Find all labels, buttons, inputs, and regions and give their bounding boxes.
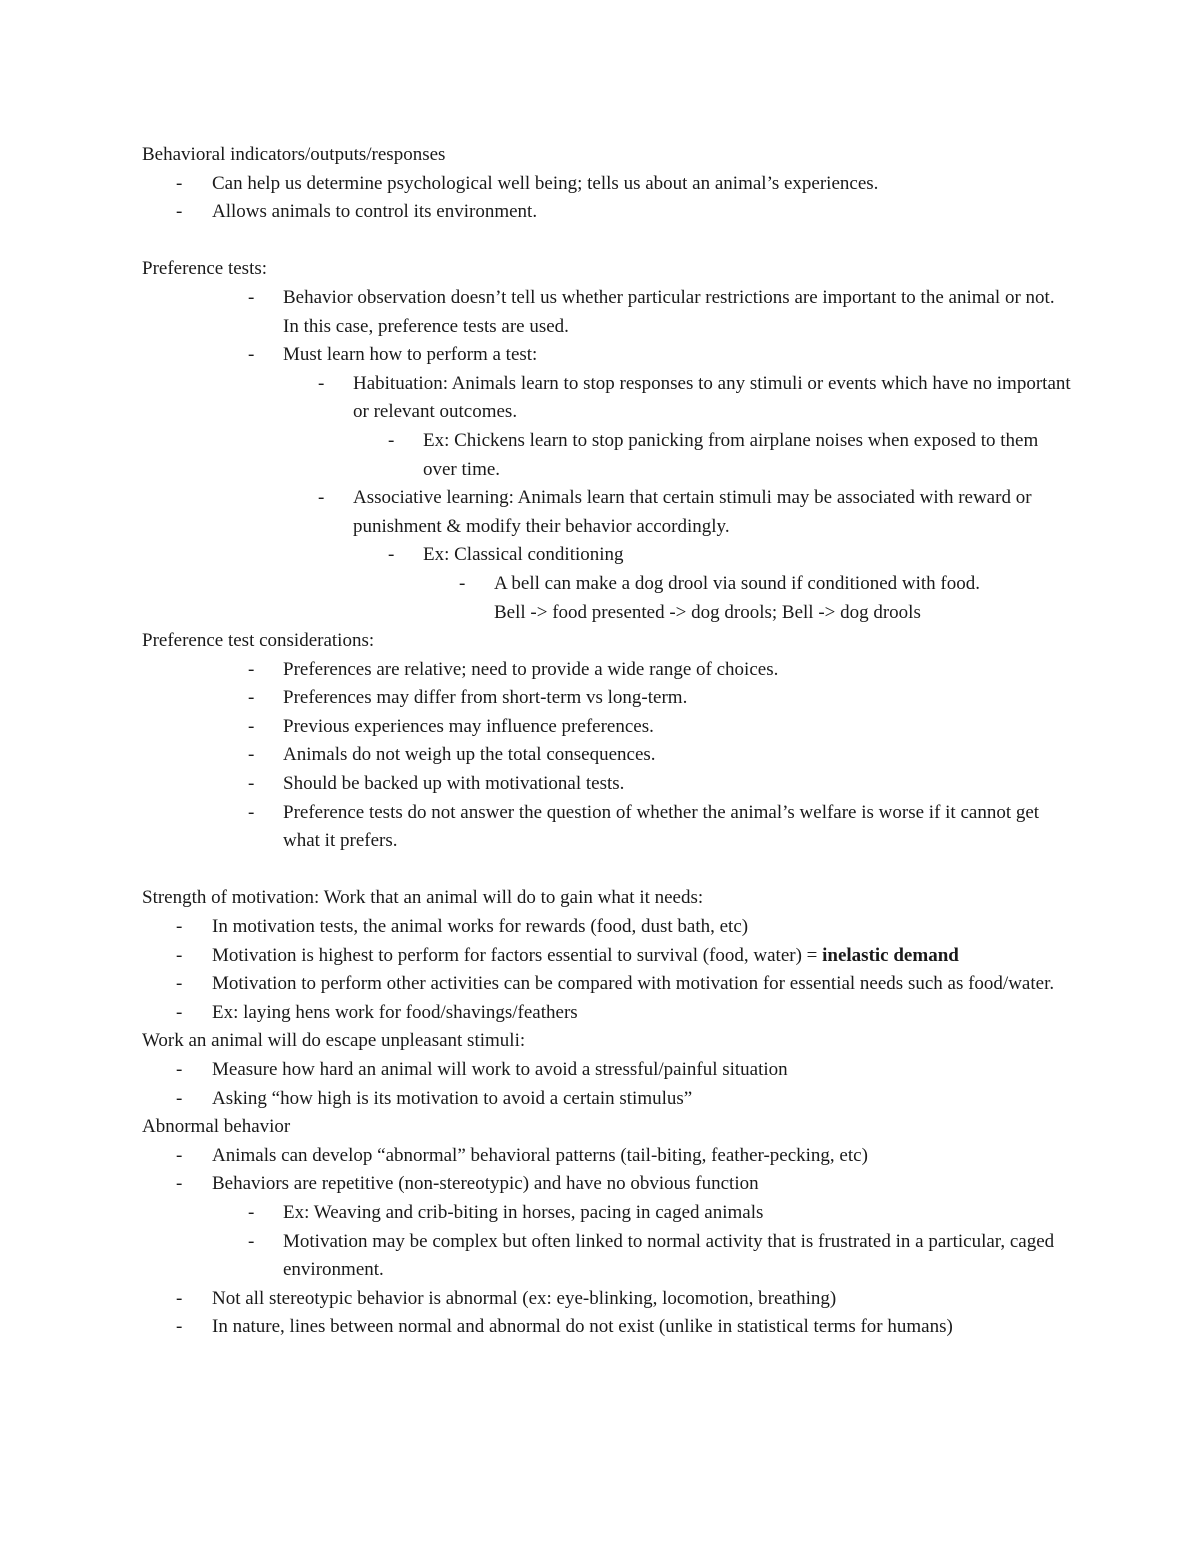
list-item: - Should be backed up with motivational tests. xyxy=(142,770,1072,799)
bullet-dash: - xyxy=(248,687,255,709)
bullet-dash: - xyxy=(248,286,255,308)
list-item-sub: - Ex: Weaving and crib-biting in horses, pacing in caged animals xyxy=(142,1199,1072,1228)
bullet-dash: - xyxy=(248,1230,255,1252)
blank-line xyxy=(142,227,1072,256)
list-item-associative-example: - Ex: Classical conditioning xyxy=(142,541,1072,570)
bullet-dash: - xyxy=(318,487,325,509)
list-item-habituation-example: - Ex: Chickens learn to stop panicking from airplane noises when exposed to them over time. xyxy=(142,427,1072,484)
list-item: - Preferences are relative; need to provide a wide range of choices. xyxy=(142,656,1072,685)
bullet-dash: - xyxy=(176,1316,183,1338)
bullet-dash: - xyxy=(176,201,183,223)
list-item: - Behavior observation doesn’t tell us whether particular restrictions are important to the animal or not. In this case, preference tests are used. xyxy=(142,284,1072,341)
section-heading-behavioral-indicators: Behavioral indicators/outputs/responses xyxy=(142,144,446,165)
bullet-dash: - xyxy=(176,944,183,966)
section-heading-preference-tests: Preference tests: xyxy=(142,258,268,280)
list-item: - Ex: laying hens work for food/shavings/feathers xyxy=(142,999,1072,1028)
list-item: - Measure how hard an animal will work to avoid a stressful/painful situation xyxy=(142,1056,1072,1085)
bullet-dash: - xyxy=(176,916,183,938)
bullet-dash: - xyxy=(176,1001,183,1023)
list-item: - Asking “how high is its motivation to avoid a certain stimulus” xyxy=(142,1085,1072,1114)
bullet-dash: - xyxy=(176,1144,183,1166)
list-item: - Behaviors are repetitive (non-stereotypic) and have no obvious function xyxy=(142,1170,1072,1199)
document-body xyxy=(142,141,1072,1342)
list-item: - In motivation tests, the animal works for rewards (food, dust bath, etc) xyxy=(142,913,1072,942)
bullet-dash: - xyxy=(248,744,255,766)
list-item: - Animals can develop “abnormal” behavioral patterns (tail-biting, feather-pecking, etc) xyxy=(142,1142,1072,1171)
section-heading-strength-of-motivation: Strength of motivation: Work that an animal will do to gain what it needs: xyxy=(142,887,704,909)
list-item: - Allows animals to control its environment. xyxy=(142,198,1072,227)
behavioral-indicators-list xyxy=(142,170,1072,227)
section-heading-escape-unpleasant-stimuli: Work an animal will do escape unpleasant stimuli: xyxy=(142,1030,526,1052)
list-item: - Preferences may differ from short-term vs long-term. xyxy=(142,684,1072,713)
list-item: - Previous experiences may influence preferences. xyxy=(142,713,1072,742)
bullet-dash: - xyxy=(459,572,466,594)
list-item: - Preference tests do not answer the question of whether the animal’s welfare is worse if it cannot get what it prefers. xyxy=(142,799,1072,856)
list-item: - Must learn how to perform a test: xyxy=(142,341,1072,370)
blank-line xyxy=(142,856,1072,885)
bullet-dash: - xyxy=(176,1087,183,1109)
bullet-dash: - xyxy=(248,658,255,680)
bullet-dash: - xyxy=(176,1287,183,1309)
list-item-bell-example: - A bell can make a dog drool via sound if conditioned with food. Bell -> food presented -> dog drools; Bell -> dog drools xyxy=(142,570,1072,627)
list-item-inelastic-demand: - Motivation is highest to perform for factors essential to survival (food, water) = inelastic demand xyxy=(142,942,1072,971)
bullet-dash: - xyxy=(248,1201,255,1223)
list-item: - In nature, lines between normal and abnormal do not exist (unlike in statistical terms for humans) xyxy=(142,1313,1072,1342)
bullet-dash: - xyxy=(388,429,395,451)
list-item: - Not all stereotypic behavior is abnormal (ex: eye-blinking, locomotion, breathing) xyxy=(142,1285,1072,1314)
section-heading-abnormal-behavior: Abnormal behavior xyxy=(142,1116,291,1138)
bullet-dash: - xyxy=(176,1173,183,1195)
bullet-dash: - xyxy=(176,973,183,995)
bold-term-inelastic-demand: inelastic demand xyxy=(822,944,959,966)
bullet-dash: - xyxy=(248,801,255,823)
abnormal-behavior-list xyxy=(142,1142,1072,1342)
list-item-habituation: - Habituation: Animals learn to stop responses to any stimuli or events which have no important or relevant outcomes. xyxy=(142,370,1072,427)
list-item-sub: - Motivation may be complex but often linked to normal activity that is frustrated in a particular, caged environment. xyxy=(142,1228,1072,1285)
preference-tests-list xyxy=(142,284,1072,627)
motivation-list xyxy=(142,913,1072,1027)
bullet-dash: - xyxy=(176,1059,183,1080)
list-item: - Animals do not weigh up the total consequences. xyxy=(142,741,1072,770)
bullet-dash: - xyxy=(248,773,255,795)
bullet-dash: - xyxy=(388,544,395,566)
bullet-dash: - xyxy=(318,372,325,394)
list-item: - Can help us determine psychological well being; tells us about an animal’s experiences. xyxy=(142,170,1072,199)
bullet-dash: - xyxy=(248,344,255,366)
bullet-dash: - xyxy=(176,172,183,194)
list-item: - Motivation to perform other activities can be compared with motivation for essential needs such as food/water. xyxy=(142,970,1072,999)
list-item-associative-learning: - Associative learning: Animals learn that certain stimuli may be associated with reward or punishment & modify their behavior accordingly. xyxy=(142,484,1072,541)
escape-list xyxy=(142,1056,1072,1113)
considerations-list xyxy=(142,656,1072,856)
section-heading-preference-considerations: Preference test considerations: xyxy=(142,630,375,652)
bullet-dash: - xyxy=(248,715,255,737)
